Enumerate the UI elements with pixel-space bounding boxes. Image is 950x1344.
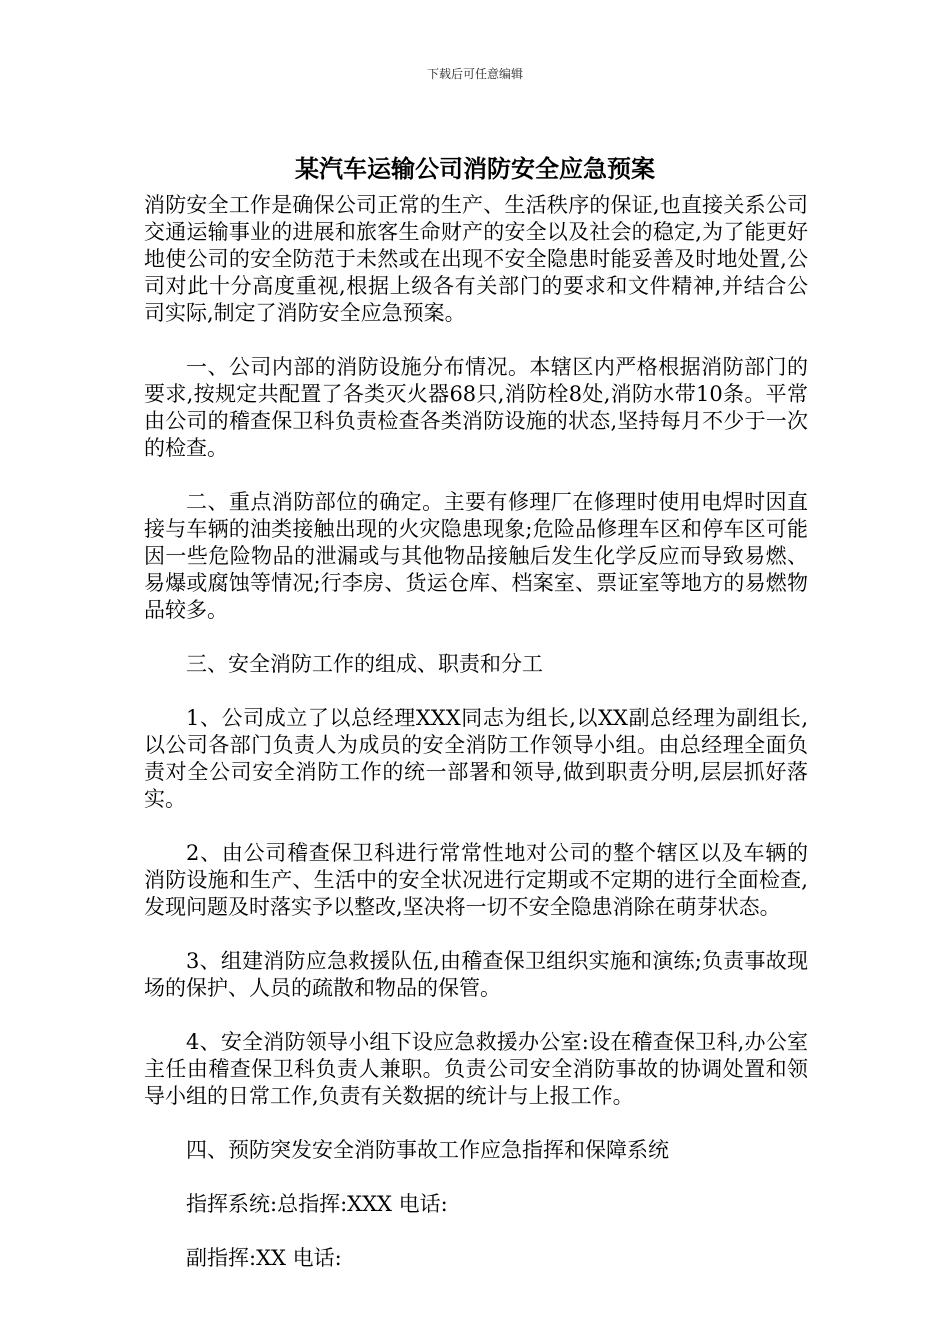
section-paragraph: 一、公司内部的消防设施分布情况。本辖区内严格根据消防部门的要求,按规定共配置了各类灭火器68只,消防栓8处,消防水带10条。平常由公司的稽查保卫科负责检查各类消防设施的状态,坚持每月不少于一次的检查。 (144, 355, 808, 460)
contact-line: 副指挥:XX 电话: (186, 1246, 342, 1270)
header-note: 下载后可任意编辑 (426, 67, 523, 81)
numbered-paragraph: 2、由公司稽查保卫科进行常常性地对公司的整个辖区以及车辆的消防设施和生产、生活中的安全状况进行定期或不定期的进行全面检查,发现问题及时落实予以整改,坚决将一切不安全隐患消除在萌芽状态。 (144, 841, 808, 919)
document-title: 某汽车运输公司消防安全应急预案 (295, 155, 655, 183)
numbered-paragraph: 3、组建消防应急救援队伍,由稽查保卫组织实施和演练;负责事故现场的保护、人员的疏散和物品的保管。 (144, 949, 808, 1000)
section-paragraph: 二、重点消防部位的确定。主要有修理厂在修理时使用电焊时因直接与车辆的油类接触出现的火灾隐患现象;危险品修理车区和停车区可能因一些危险物品的泄漏或与其他物品接触后发生化学反应而导致易燃、易爆或腐蚀等情况;行李房、货运仓库、档案室、票证室等地方的易燃物品较多。 (144, 490, 808, 622)
numbered-paragraph: 4、安全消防领导小组下设应急救援办公室:设在稽查保卫科,办公室主任由稽查保卫科负责人兼职。负责公司安全消防事故的协调处置和领导小组的日常工作,负责有关数据的统计与上报工作。 (144, 1030, 808, 1108)
contact-line: 指挥系统:总指挥:XXX 电话: (186, 1192, 448, 1216)
section-heading: 三、安全消防工作的组成、职责和分工 (186, 652, 543, 676)
section-heading: 四、预防突发安全消防事故工作应急指挥和保障系统 (186, 1138, 669, 1162)
document-body (144, 192, 808, 1299)
intro-paragraph: 消防安全工作是确保公司正常的生产、生活秩序的保证,也直接关系公司交通运输事业的进展和旅客生命财产的安全以及社会的稳定,为了能更好地使公司的安全防范于未然或在出现不安全隐患时能妥善及时地处置,公司对此十分高度重视,根据上级各有关部门的要求和文件精神,并结合公司实际,制定了消防安全应急预案。 (144, 193, 808, 325)
numbered-paragraph: 1、公司成立了以总经理XXX同志为组长,以XX副总经理为副组长,以公司各部门负责人为成员的安全消防工作领导小组。由总经理全面负责对全公司安全消防工作的统一部署和领导,做到职责分明,层层抓好落实。 (144, 706, 808, 811)
